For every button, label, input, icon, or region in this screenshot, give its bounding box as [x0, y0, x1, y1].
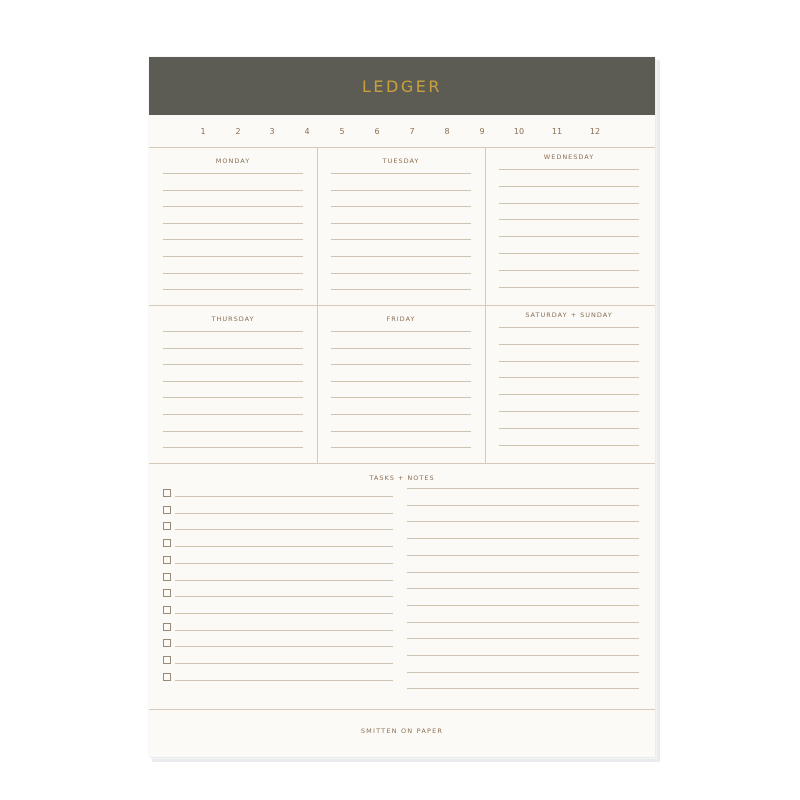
task-line	[175, 580, 393, 581]
header-band	[149, 57, 655, 115]
writing-line	[499, 203, 639, 204]
day-label-monday: MONDAY	[215, 157, 251, 165]
writing-line	[163, 190, 303, 191]
hour-label: 4	[304, 127, 310, 136]
writing-line	[163, 273, 303, 274]
day-label-tuesday: TUESDAY	[382, 157, 420, 165]
writing-line	[499, 253, 639, 254]
day-label-wednesday: WEDNESDAY	[543, 153, 595, 161]
task-checkbox[interactable]	[163, 506, 171, 514]
task-line	[175, 613, 393, 614]
writing-line	[331, 447, 471, 448]
task-checkbox[interactable]	[163, 673, 171, 681]
hour-label: 1	[200, 127, 206, 136]
grid-line-mid	[149, 305, 655, 306]
day-label-weekend: SATURDAY + SUNDAY	[525, 311, 613, 319]
hour-strip	[149, 115, 655, 147]
ledger-notepad	[149, 57, 655, 757]
writing-line	[499, 169, 639, 170]
task-line	[175, 646, 393, 647]
task-checkbox[interactable]	[163, 539, 171, 547]
notes-line	[407, 655, 639, 656]
writing-line	[163, 364, 303, 365]
notes-line	[407, 521, 639, 522]
hour-label: 6	[374, 127, 380, 136]
writing-line	[163, 206, 303, 207]
task-checkbox[interactable]	[163, 656, 171, 664]
grid-line-lower	[149, 463, 655, 464]
writing-line	[499, 287, 639, 288]
writing-line	[331, 431, 471, 432]
writing-line	[499, 327, 639, 328]
writing-line	[499, 377, 639, 378]
writing-line	[163, 447, 303, 448]
writing-line	[331, 348, 471, 349]
writing-line	[331, 190, 471, 191]
writing-line	[163, 414, 303, 415]
day-label-thursday: THURSDAY	[211, 315, 255, 323]
day-label-friday: FRIDAY	[386, 315, 416, 323]
grid-divider-1	[317, 147, 318, 463]
task-line	[175, 596, 393, 597]
task-checkbox[interactable]	[163, 589, 171, 597]
task-checkbox[interactable]	[163, 639, 171, 647]
task-checkbox[interactable]	[163, 573, 171, 581]
notes-line	[407, 488, 639, 489]
task-line	[175, 546, 393, 547]
writing-line	[331, 173, 471, 174]
task-checkbox[interactable]	[163, 623, 171, 631]
writing-line	[499, 445, 639, 446]
task-checkbox[interactable]	[163, 606, 171, 614]
task-checkbox[interactable]	[163, 489, 171, 497]
task-line	[175, 563, 393, 564]
notes-line	[407, 572, 639, 573]
writing-line	[331, 397, 471, 398]
tasks-notes-title: TASKS + NOTES	[369, 474, 435, 482]
notes-line	[407, 622, 639, 623]
hour-label: 10	[513, 127, 525, 136]
writing-line	[331, 206, 471, 207]
notes-line	[407, 688, 639, 689]
grid-line-top	[149, 147, 655, 148]
writing-line	[499, 236, 639, 237]
hour-label: 7	[409, 127, 415, 136]
hour-label: 2	[235, 127, 241, 136]
writing-line	[331, 239, 471, 240]
writing-line	[163, 173, 303, 174]
writing-line	[331, 256, 471, 257]
brand-footer: SMITTEN ON PAPER	[360, 727, 444, 735]
notes-line	[407, 605, 639, 606]
notes-line	[407, 555, 639, 556]
writing-line	[331, 381, 471, 382]
hour-label: 8	[444, 127, 450, 136]
writing-line	[163, 397, 303, 398]
hour-label: 3	[269, 127, 275, 136]
writing-line	[163, 431, 303, 432]
task-line	[175, 663, 393, 664]
writing-line	[163, 348, 303, 349]
writing-line	[163, 381, 303, 382]
grid-line-footer	[149, 709, 655, 710]
writing-line	[499, 344, 639, 345]
writing-line	[331, 331, 471, 332]
writing-line	[499, 428, 639, 429]
writing-line	[331, 223, 471, 224]
writing-line	[163, 289, 303, 290]
task-checkbox[interactable]	[163, 522, 171, 530]
writing-line	[163, 223, 303, 224]
writing-line	[499, 361, 639, 362]
task-line	[175, 513, 393, 514]
task-line	[175, 680, 393, 681]
hour-label: 11	[551, 127, 563, 136]
writing-line	[499, 186, 639, 187]
writing-line	[163, 256, 303, 257]
writing-line	[331, 289, 471, 290]
notes-line	[407, 538, 639, 539]
writing-line	[499, 411, 639, 412]
notes-line	[407, 638, 639, 639]
writing-line	[163, 331, 303, 332]
hour-label: 5	[339, 127, 345, 136]
writing-line	[163, 239, 303, 240]
notes-line	[407, 672, 639, 673]
writing-line	[331, 414, 471, 415]
task-line	[175, 630, 393, 631]
task-line	[175, 529, 393, 530]
writing-line	[499, 219, 639, 220]
hour-label: 12	[589, 127, 601, 136]
writing-line	[499, 394, 639, 395]
task-line	[175, 496, 393, 497]
notes-line	[407, 505, 639, 506]
grid-divider-2	[485, 147, 486, 463]
hour-label: 9	[479, 127, 485, 136]
page-title: LEDGER	[362, 76, 442, 96]
writing-line	[499, 270, 639, 271]
writing-line	[331, 273, 471, 274]
task-checkbox[interactable]	[163, 556, 171, 564]
writing-line	[331, 364, 471, 365]
notes-line	[407, 588, 639, 589]
